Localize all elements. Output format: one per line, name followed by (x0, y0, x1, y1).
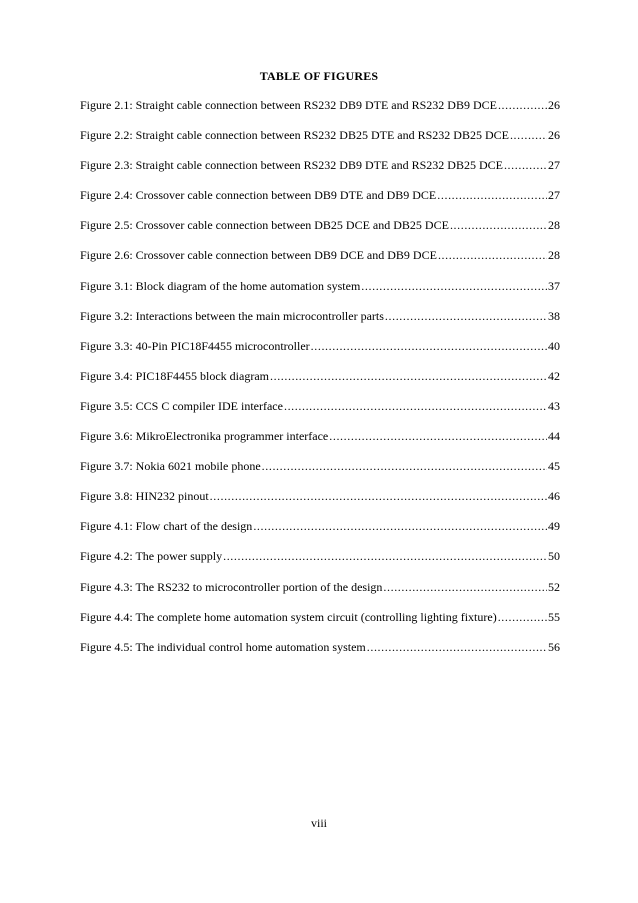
dot-leader (450, 218, 547, 232)
toc-entry-page: 56 (548, 639, 560, 654)
toc-entry-label: Figure 3.2: Interactions between the main microcontroller parts (80, 308, 384, 323)
toc-entry (80, 610, 560, 640)
dot-leader (253, 519, 547, 533)
dot-leader (383, 580, 547, 594)
toc-entry (80, 309, 560, 339)
toc-entry (80, 489, 560, 519)
toc-entry (80, 429, 560, 459)
toc-entry-label: Figure 3.7: Nokia 6021 mobile phone (80, 459, 261, 474)
toc-entry-label: Figure 4.5: The individual control home automation system (80, 639, 366, 654)
toc-entry (80, 640, 560, 670)
toc-entry (80, 279, 560, 309)
toc-entry (80, 399, 560, 429)
toc-entry-label: Figure 3.8: HIN232 pinout (80, 489, 209, 504)
dot-leader (284, 399, 547, 413)
toc-entry-label: Figure 2.6: Crossover cable connection between DB9 DCE and DB9 DCE (80, 248, 437, 263)
toc-entry-label: Figure 2.3: Straight cable connection between RS232 DB9 DTE and RS232 DB25 DCE (80, 158, 503, 173)
toc-entry (80, 248, 560, 278)
dot-leader (367, 640, 547, 654)
toc-entry-page: 43 (548, 398, 560, 413)
toc-entry-page: 44 (548, 429, 560, 444)
toc-entry (80, 459, 560, 489)
toc-entry (80, 128, 560, 158)
toc-entry-page: 27 (548, 158, 560, 173)
dot-leader (504, 158, 547, 172)
toc-entry-label: Figure 3.4: PIC18F4455 block diagram (80, 368, 269, 383)
toc-entry (80, 339, 560, 369)
dot-leader (270, 369, 547, 383)
dot-leader (210, 489, 547, 503)
table-of-figures-list (80, 98, 560, 670)
toc-entry (80, 98, 560, 128)
toc-entry-label: Figure 3.5: CCS C compiler IDE interface (80, 398, 283, 413)
dot-leader (361, 279, 547, 293)
toc-entry-page: 27 (548, 188, 560, 203)
toc-entry-label: Figure 3.1: Block diagram of the home automation system (80, 278, 361, 293)
toc-entry-label: Figure 4.4: The complete home automation system circuit (controlling lighting fixture) (80, 609, 497, 624)
dot-leader (223, 549, 547, 563)
toc-entry-page: 40 (548, 338, 560, 353)
dot-leader (311, 339, 547, 353)
toc-entry-page: 55 (548, 609, 560, 624)
toc-entry-page: 28 (548, 248, 560, 263)
toc-entry-page: 26 (548, 98, 560, 112)
page-title: TABLE OF FIGURES (259, 69, 379, 83)
toc-entry (80, 158, 560, 188)
toc-entry-page: 52 (548, 579, 560, 594)
dot-leader (262, 459, 547, 473)
toc-entry (80, 369, 560, 399)
toc-entry-page: 49 (548, 519, 560, 534)
dot-leader (437, 188, 547, 202)
toc-entry-page: 38 (548, 308, 560, 323)
toc-entry-page: 50 (548, 549, 560, 564)
dot-leader (510, 128, 547, 142)
toc-entry-label: Figure 2.4: Crossover cable connection between DB9 DTE and DB9 DCE (80, 188, 437, 203)
dot-leader (385, 309, 547, 323)
toc-entry (80, 549, 560, 579)
toc-entry-label: Figure 3.3: 40-Pin PIC18F4455 microcontroller (80, 338, 310, 353)
dot-leader (498, 98, 547, 112)
toc-entry-page: 46 (548, 489, 560, 504)
toc-entry (80, 188, 560, 218)
toc-entry (80, 218, 560, 248)
page-number: viii (310, 816, 327, 830)
toc-entry-label: Figure 4.2: The power supply (80, 549, 223, 564)
toc-entry-label: Figure 3.6: MikroElectronika programmer interface (80, 429, 329, 444)
toc-entry (80, 519, 560, 549)
toc-entry-page: 37 (548, 278, 560, 293)
toc-entry (80, 580, 560, 610)
toc-entry-page: 26 (548, 128, 560, 143)
dot-leader (498, 610, 547, 624)
dot-leader (438, 248, 547, 262)
toc-entry-page: 45 (548, 459, 560, 474)
dot-leader (329, 429, 547, 443)
toc-entry-label: Figure 2.2: Straight cable connection between RS232 DB25 DTE and RS232 DB25 DCE (80, 128, 509, 143)
toc-entry-page: 42 (548, 368, 560, 383)
toc-entry-label: Figure 2.5: Crossover cable connection between DB25 DCE and DB25 DCE (80, 218, 449, 233)
toc-entry-label: Figure 4.1: Flow chart of the design (80, 519, 253, 534)
toc-entry-label: Figure 2.1: Straight cable connection between RS232 DB9 DTE and RS232 DB9 DCE (80, 98, 497, 112)
toc-entry-page: 28 (548, 218, 560, 233)
toc-entry-label: Figure 4.3: The RS232 to microcontroller portion of the design (80, 579, 383, 594)
